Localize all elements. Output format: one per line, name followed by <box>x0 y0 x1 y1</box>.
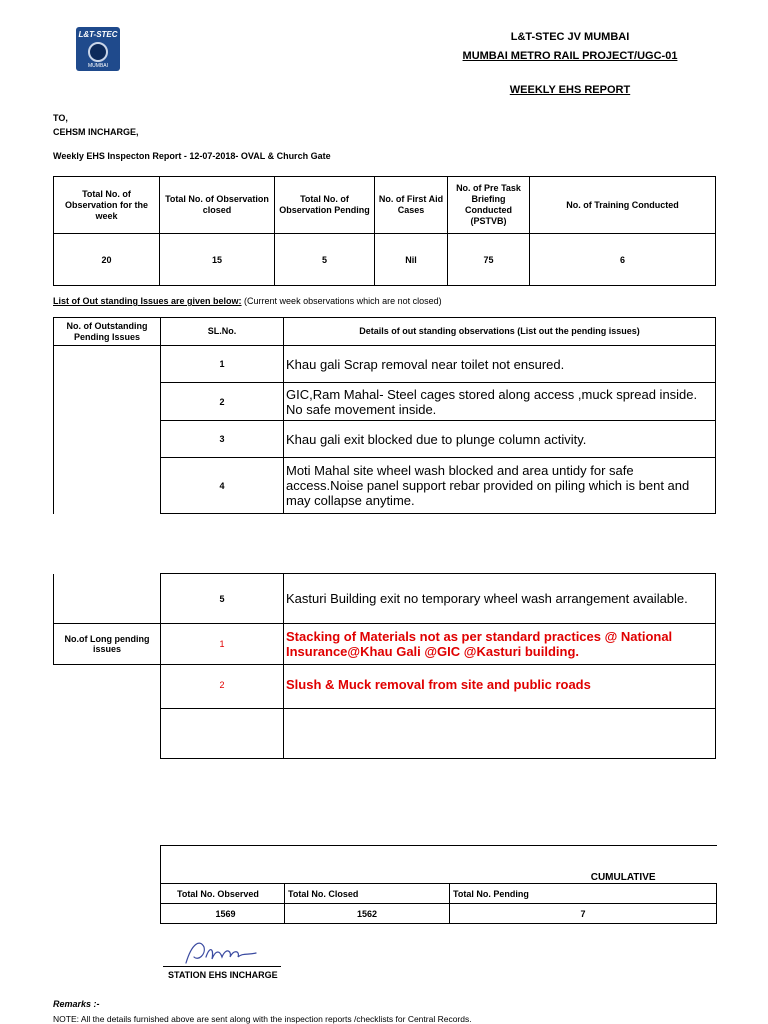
cumulative-header-row <box>161 884 717 904</box>
row-observation: GIC,Ram Mahal- Steel cages stored along access ,muck spread inside. No safe movement inside. <box>284 383 716 421</box>
cumulative-title: CUMULATIVE <box>161 846 717 884</box>
outstanding-intro-label: List of Out standing Issues are given below: <box>53 296 242 306</box>
empty-cell <box>54 665 161 759</box>
project-name: MUMBAI METRO RAIL PROJECT/UGC-01 <box>462 50 678 62</box>
table-row <box>54 665 716 709</box>
cumulative-value-cell: 1569 <box>161 904 285 924</box>
summary-value-cell: 75 <box>448 234 530 286</box>
outstanding-header-row <box>54 318 716 346</box>
cumulative-value-row <box>161 904 717 924</box>
cumulative-header-cell: Total No. Pending <box>450 884 717 904</box>
logo-emblem-icon <box>88 42 108 62</box>
cumulative-title-row <box>161 846 717 884</box>
address-recipient: CEHSM INCHARGE, <box>53 127 139 137</box>
outstanding-header-pending: No. of Outstanding Pending Issues <box>54 318 161 346</box>
remarks-note: NOTE: All the details furnished above are sent along with the inspection reports /checklists for Central Records. <box>53 1014 472 1024</box>
summary-header-cell: Total No. of Observation for the week <box>54 177 160 234</box>
row-observation: Khau gali Scrap removal near toilet not ensured. <box>284 346 716 383</box>
report-title: WEEKLY EHS REPORT <box>509 84 631 96</box>
summary-value-cell: 15 <box>160 234 275 286</box>
summary-header-cell: No. of Training Conducted <box>530 177 716 234</box>
summary-value-row <box>54 234 716 286</box>
row-sl-number: 4 <box>161 458 284 514</box>
signature-line <box>163 966 281 967</box>
empty-cell <box>161 709 284 759</box>
row-sl-number: 1 <box>161 624 284 665</box>
company-logo <box>76 27 120 71</box>
row-observation: Khau gali exit blocked due to plunge column activity. <box>284 421 716 458</box>
row-observation: Moti Mahal site wheel wash blocked and area untidy for safe access.Noise panel support rebar provided on piling which is bent and may collapse anytime. <box>284 458 716 514</box>
outstanding-table <box>53 317 716 514</box>
outstanding-intro-note: (Current week observations which are not closed) <box>244 296 442 306</box>
long-pending-label: No.of Long pending issues <box>54 624 161 665</box>
table-row <box>54 624 716 665</box>
pending-count-cell <box>54 346 161 514</box>
cumulative-value-cell: 7 <box>450 904 717 924</box>
summary-header-cell: No. of Pre Task Briefing Conducted (PSTVB) <box>448 177 530 234</box>
outstanding-header-slno: SL.No. <box>161 318 284 346</box>
row-sl-number: 3 <box>161 421 284 458</box>
row-observation: Stacking of Materials not as per standard practices @ National Insurance@Khau Gali @GIC @Kasturi building. <box>284 624 716 665</box>
summary-value-cell: 20 <box>54 234 160 286</box>
table-row <box>54 346 716 383</box>
row-sl-number: 5 <box>161 574 284 624</box>
summary-table <box>53 176 716 286</box>
pending-count-cell <box>54 574 161 624</box>
report-line: Weekly EHS Inspecton Report - 12-07-2018- OVAL & Church Gate <box>53 151 331 161</box>
row-observation: Kasturi Building exit no temporary wheel wash arrangement available. <box>284 574 716 624</box>
cumulative-table <box>160 845 717 924</box>
summary-value-cell: Nil <box>375 234 448 286</box>
address-to: TO, <box>53 113 68 123</box>
outstanding-intro <box>53 296 442 306</box>
cumulative-header-cell: Total No. Closed <box>285 884 450 904</box>
remarks-label: Remarks :- <box>53 999 100 1009</box>
table-row <box>54 574 716 624</box>
cumulative-header-cell: Total No. Observed <box>161 884 285 904</box>
company-name: L&T-STEC JV MUMBAI <box>510 31 630 43</box>
row-sl-number: 2 <box>161 383 284 421</box>
handwritten-signature <box>180 937 260 967</box>
cumulative-value-cell: 1562 <box>285 904 450 924</box>
outstanding-header-details: Details of out standing observations (List out the pending issues) <box>284 318 716 346</box>
summary-header-cell: Total No. of Observation closed <box>160 177 275 234</box>
row-sl-number: 1 <box>161 346 284 383</box>
row-observation: Slush & Muck removal from site and public roads <box>284 665 716 709</box>
logo-brand-text: L&T-STEC <box>78 30 118 39</box>
logo-city-text: MUMBAI <box>88 63 108 69</box>
summary-value-cell: 5 <box>275 234 375 286</box>
summary-value-cell: 6 <box>530 234 716 286</box>
empty-cell <box>284 709 716 759</box>
summary-header-cell: No. of First Aid Cases <box>375 177 448 234</box>
summary-header-row <box>54 177 716 234</box>
summary-header-cell: Total No. of Observation Pending <box>275 177 375 234</box>
row-sl-number: 2 <box>161 665 284 709</box>
continued-table <box>53 573 716 759</box>
signature-label: STATION EHS INCHARGE <box>168 970 278 980</box>
